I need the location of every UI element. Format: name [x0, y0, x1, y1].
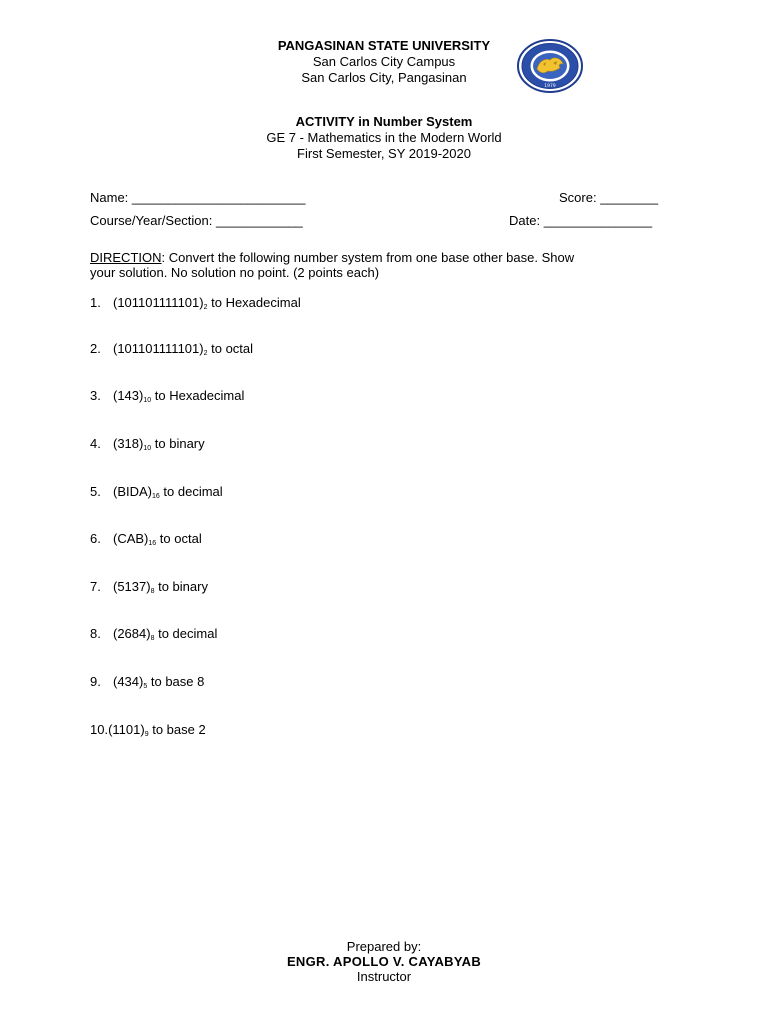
prepared-by-label: Prepared by:	[346, 939, 422, 954]
list-item: 2. $(101101111101)_2$ to octal	[90, 341, 254, 357]
course-section-blank[interactable]: ____________	[216, 213, 303, 228]
name-field	[90, 190, 305, 205]
name-blank[interactable]: ________________________	[131, 190, 306, 205]
activity-title: ACTIVITY in Number System	[295, 114, 473, 129]
list-item: 6. $(CAB)_{16}$ to octal	[90, 531, 202, 547]
direction-line-1: : Convert the following number system from one base other base. Show	[161, 250, 575, 265]
list-item: $10.(1101)_9$ to base 2	[90, 722, 206, 738]
course-section-field	[90, 213, 303, 228]
date-label: Date:	[509, 213, 541, 228]
campus-location: San Carlos City, Pangasinan	[301, 70, 467, 85]
list-item: 3. $(143)_{10}$ to Hexadecimal	[90, 388, 245, 404]
direction-paragraph	[90, 250, 574, 280]
semester-text: First Semester, SY 2019-2020	[297, 146, 471, 161]
direction-label: DIRECTION	[90, 250, 162, 265]
name-label: Name:	[90, 190, 129, 205]
direction-line-2: your solution. No solution no point. (2 points each)	[90, 265, 380, 280]
list-item: 1. $(101101111101)_2$ to Hexadecimal	[90, 295, 301, 311]
list-item: 8. $(2684)_8$ to decimal	[90, 626, 218, 642]
date-blank[interactable]: _______________	[543, 213, 653, 228]
prepared-by-block	[234, 939, 534, 984]
score-blank[interactable]: ________	[600, 190, 659, 205]
list-item: 5. $(BIDA)_{16}$ to decimal	[90, 484, 223, 500]
date-field	[509, 213, 652, 228]
instructor-name: ENGR. APOLLO V. CAYABYAB	[286, 954, 482, 969]
score-label: Score:	[559, 190, 597, 205]
seal-year: 1979	[544, 84, 556, 89]
course-section-label: Course/Year/Section:	[90, 213, 213, 228]
score-field	[559, 190, 658, 205]
list-item: 7. $(5137)_8$ to binary	[90, 579, 208, 595]
instructor-role: Instructor	[356, 969, 412, 984]
campus-name: San Carlos City Campus	[312, 54, 456, 69]
university-seal-logo	[517, 39, 583, 93]
list-item: 4. $(318)_{10}$ to binary	[90, 436, 205, 452]
university-name: PANGASINAN STATE UNIVERSITY	[277, 38, 491, 53]
activity-heading	[200, 114, 568, 162]
course-title: GE 7 - Mathematics in the Modern World	[266, 130, 502, 145]
list-item: 9. $(434)_5$ to base 8	[90, 674, 205, 690]
document-header	[230, 38, 538, 86]
